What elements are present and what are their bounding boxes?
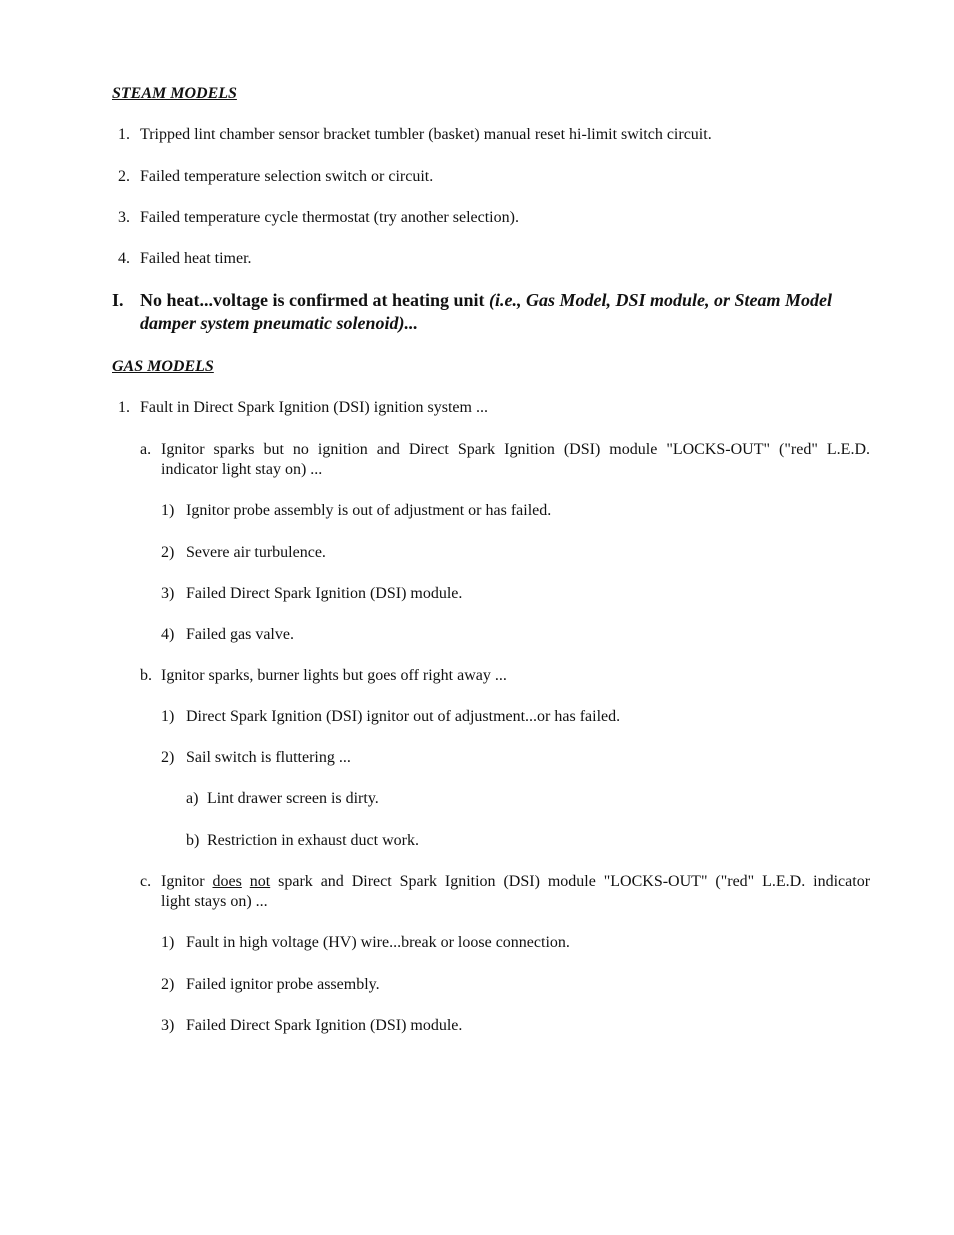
item-text: Restriction in exhaust duct work.	[207, 832, 419, 849]
sub-item-a-line1: Ignitor sparks but no ignition and Direct Spark Ignition (DSI) module "LOCKS-OUT" ("red" L.E.D.	[161, 441, 870, 458]
sub-item-c-line1	[161, 872, 870, 892]
c-space	[242, 873, 250, 890]
item-number: 2.	[118, 168, 130, 185]
item-number: b)	[186, 832, 200, 849]
item-text: Failed gas valve.	[186, 626, 294, 643]
item-number: 3)	[161, 585, 175, 602]
gas-models-heading: GAS MODELS	[112, 358, 214, 375]
steam-models-heading: STEAM MODELS	[112, 85, 237, 102]
item-text: Direct Spark Ignition (DSI) ignitor out of adjustment...or has failed.	[186, 708, 621, 725]
sub-item-label: a.	[140, 441, 152, 458]
item-number: 3)	[161, 1017, 175, 1034]
c-rest: spark and Direct Spark Ignition (DSI) module "LOCKS-OUT" ("red" L.E.D. indicator	[270, 873, 871, 890]
item-text: Lint drawer screen is dirty.	[207, 790, 379, 807]
section-i-number: I.	[112, 290, 124, 310]
item-text: Severe air turbulence.	[186, 544, 326, 561]
item-text: Ignitor probe assembly is out of adjustment or has failed.	[186, 502, 552, 519]
sub-item-c-line2: light stays on) ...	[161, 893, 268, 910]
item-number: 1.	[118, 126, 130, 143]
item-number: 2)	[161, 544, 175, 561]
sub-item-b-text: Ignitor sparks, burner lights but goes off right away ...	[161, 667, 507, 684]
item-number: 3.	[118, 209, 130, 226]
item-number: 4)	[161, 626, 175, 643]
sub-item-label: c.	[140, 873, 152, 890]
section-i-title	[140, 289, 870, 312]
item-number: 1)	[161, 502, 175, 519]
item-number: 1)	[161, 934, 175, 951]
c-word-ignitor: Ignitor	[161, 873, 213, 890]
item-number: 1.	[118, 399, 130, 416]
sub-item-label: b.	[140, 667, 152, 684]
item-number: 4.	[118, 250, 130, 267]
item-number: 2)	[161, 749, 175, 766]
item-text: Failed Direct Spark Ignition (DSI) module.	[186, 1017, 463, 1034]
item-text: Fault in Direct Spark Ignition (DSI) ignition system ...	[140, 399, 488, 416]
c-word-not: not	[249, 873, 271, 890]
item-text: Fault in high voltage (HV) wire...break or loose connection.	[186, 934, 570, 951]
c-word-does: does	[212, 873, 242, 890]
item-text: Tripped lint chamber sensor bracket tumbler (basket) manual reset hi-limit switch circuit.	[140, 126, 712, 143]
item-text: Failed temperature selection switch or circuit.	[140, 168, 434, 185]
section-i-italic-text: (i.e., Gas Model, DSI module, or Steam Model	[488, 290, 832, 310]
item-text: Failed temperature cycle thermostat (try another selection).	[140, 209, 519, 226]
section-i-line2: damper system pneumatic solenoid)...	[140, 313, 418, 333]
item-text: Failed ignitor probe assembly.	[186, 976, 380, 993]
sub-item-a-line2: indicator light stay on) ...	[161, 461, 323, 478]
item-number: 2)	[161, 976, 175, 993]
item-text: Failed Direct Spark Ignition (DSI) module.	[186, 585, 463, 602]
item-text: Failed heat timer.	[140, 250, 252, 267]
section-i-bold-text: No heat...voltage is confirmed at heating unit	[140, 290, 489, 310]
item-text: Sail switch is fluttering ...	[186, 749, 351, 766]
item-number: 1)	[161, 708, 175, 725]
item-number: a)	[186, 790, 199, 807]
